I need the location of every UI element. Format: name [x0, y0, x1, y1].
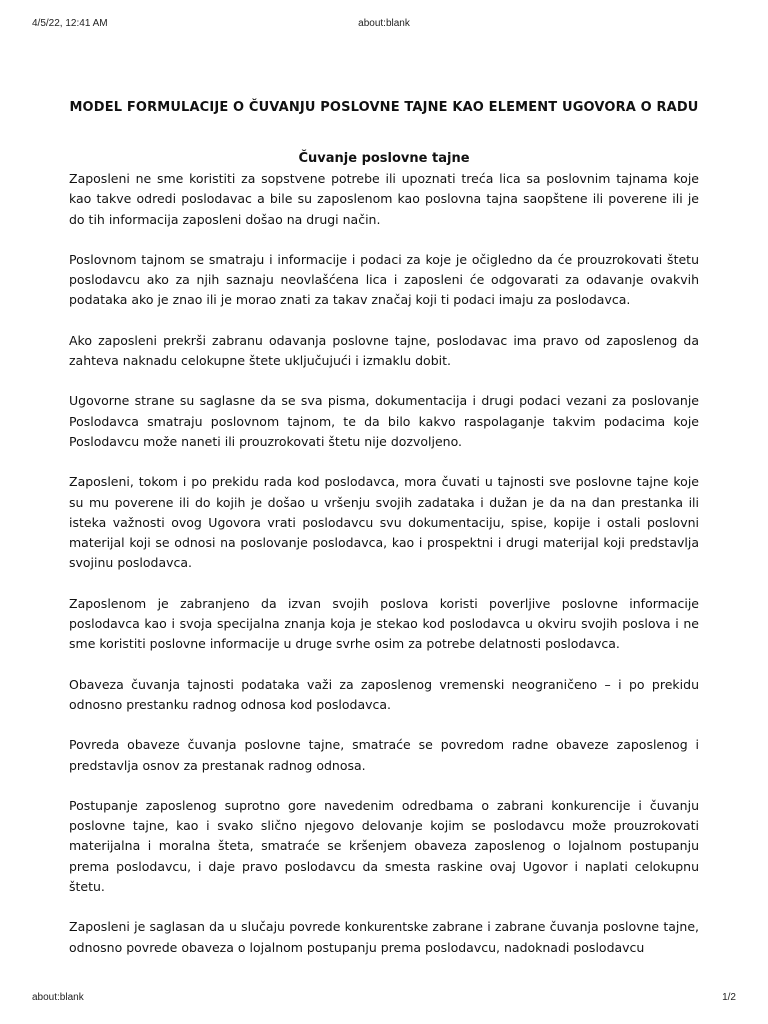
- paragraph: Obaveza čuvanja tajnosti podataka važi za zaposlenog vremenski neograničeno – i po prekidu odnosno prestanku radnog odnosa kod poslodavca.: [69, 676, 699, 712]
- print-page-title: about:blank: [358, 18, 410, 29]
- print-footer: [32, 992, 736, 1006]
- paragraph: Zaposleni, tokom i po prekidu rada kod poslodavca, mora čuvati u tajnosti sve poslovne tajne koje su mu poverene ili do kojih je došao u vršenju svojih zadataka i dužan je da na dan prestanka ili isteka važnosti ovog Ugovora vrati poslodavcu svu dokumentaciju, spise, kopije i ostali poslovni materijal koji se odnosi na poslovanje poslodavca, kao i prospektni i drugi materijal koji predstavlja svojinu poslodavca.: [69, 474, 699, 571]
- paragraph: Postupanje zaposlenog suprotno gore navedenim odredbama o zabrani konkurencije i čuvanju poslovne tajne, kao i svako slično njegovo delovanje kojim se poslodavcu može prouzrokovati materijalna i moralna šteta, smatraće se kršenjem obaveza zaposlenog o lojalnom postupanju prema poslodavcu, i daje pravo poslodavcu da smesta raskine ovaj Ugovor i naplati celokupnu štetu.: [69, 797, 699, 895]
- paragraph: Poslovnom tajnom se smatraju i informacije i podaci za koje je očigledno da će prouzrokovati štetu poslodavcu ako za njih saznaju neovlašćena lica i zaposleni će odgovarati za odavanje ovakvih podataka ako je znao ili je morao znati za takav značaj koji ti podaci imaju za poslodavca.: [69, 251, 699, 308]
- paragraph: Ako zaposleni prekrši zabranu odavanja poslovne tajne, poslodavac ima pravo od zaposlenog da zahteva naknadu celokupne štete uključujući i izmaklu dobit.: [69, 332, 699, 369]
- page-number: 1/2: [722, 992, 736, 1003]
- paragraph: Zaposleni ne sme koristiti za sopstvene potrebe ili upoznati treća lica sa poslovnim tajnama koje kao takve odredi poslodavac a bile su zaposlenom kao poslovna tajna saopštene ili poverene ili je do tih informacija zaposleni došao na drugi način.: [69, 171, 699, 227]
- paragraph: Ugovorne strane su saglasne da se sva pisma, dokumentacija i drugi podaci vezani za poslovanje Poslodavca smatraju poslovnom tajnom, te da bilo kakvo raspolaganje takvim podacima koje Poslodavcu može naneti ili prouzrokovati štetu nije dozvoljeno.: [69, 393, 699, 449]
- print-url: about:blank: [32, 992, 84, 1003]
- print-datetime: 4/5/22, 12:41 AM: [32, 18, 108, 29]
- print-header: [32, 18, 736, 32]
- document-body: [69, 98, 699, 978]
- paragraph: Povreda obaveze čuvanja poslovne tajne, smatraće se povredom radne obaveze zaposlenog i predstavlja osnov za prestanak radnog odnosa.: [69, 737, 699, 773]
- paragraph: Zaposlenom je zabranjeno da izvan svojih poslova koristi poverljive poslovne informacije poslodavca kao i svoja specijalna znanja koja je stekao kod poslodavca u okviru svojih poslova i ne sme koristiti poslovne informacije u druge svrhe osim za potrebe delatnosti poslodavca.: [69, 595, 699, 652]
- section-title: Čuvanje poslovne tajne: [298, 151, 470, 166]
- document-title: MODEL FORMULACIJE O ČUVANJU POSLOVNE TAJNE KAO ELEMENT UGOVORA O RADU: [69, 100, 699, 115]
- paragraph-list: [69, 169, 699, 958]
- paragraph: Zaposleni je saglasan da u slučaju povrede konkurentske zabrane i zabrane čuvanja poslovne tajne, odnosno povrede obaveza o lojalnom postupanju prema poslodavcu, nadoknadi poslodavcu: [69, 919, 699, 955]
